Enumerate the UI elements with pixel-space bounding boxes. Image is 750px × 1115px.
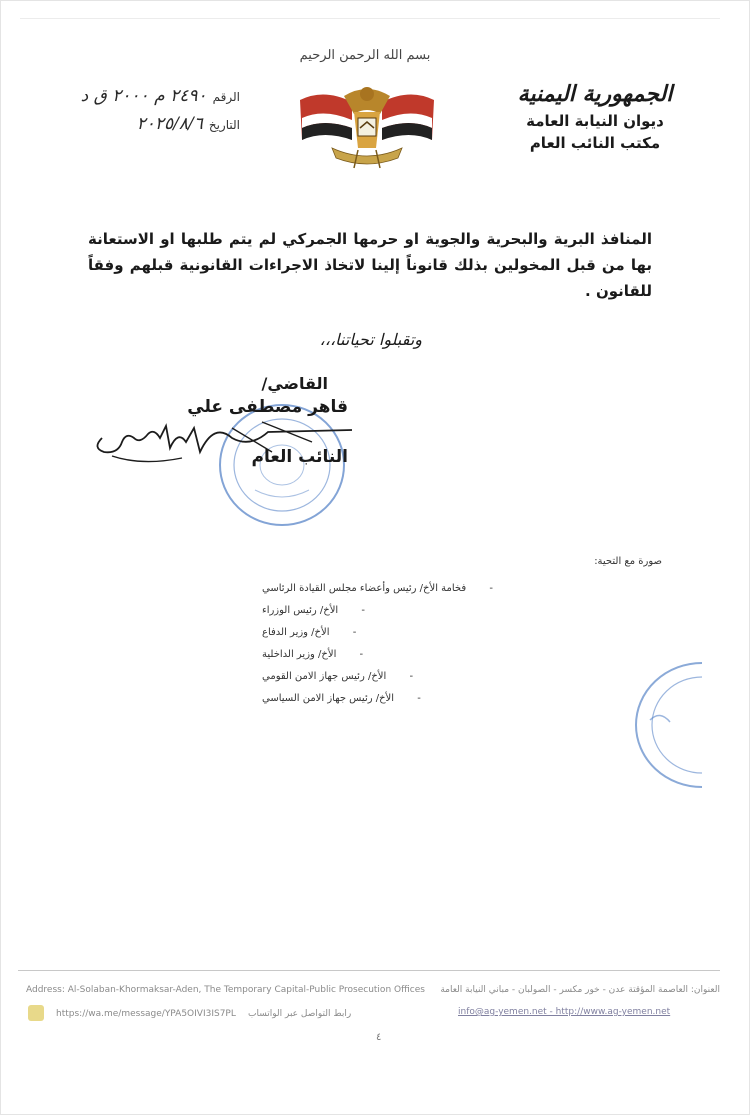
signatory-name: قاهر مصطفى علي <box>187 397 348 417</box>
ref-row <box>30 86 240 114</box>
closing-greeting: وتقبلوا تحياتنا،،، <box>319 330 422 349</box>
list-item: - فخامة الأخ/ رئيس وأعضاء مجلس القيادة الرئاسي <box>262 582 493 594</box>
footer-email-link[interactable]: info@ag-yemen.net - http://www.ag-yemen.net <box>458 1007 671 1017</box>
list-item: - الأخ/ وزير الداخلية <box>262 648 364 660</box>
dept-line-2: مكتب النائب العام <box>529 134 661 152</box>
whatsapp-icon <box>28 1005 44 1021</box>
page-number: ٤ <box>376 1032 382 1043</box>
footer-whatsapp-link[interactable]: https://wa.me/message/YPA5OIVI3IS7PL <box>56 1009 236 1019</box>
date-label: التاريخ <box>208 118 240 132</box>
list-item: - الأخ/ رئيس جهاز الامن القومي <box>262 670 414 682</box>
header-ref-date <box>30 86 240 142</box>
page-footer <box>18 970 720 1041</box>
partial-stamp-icon <box>630 660 702 790</box>
yemen-eagle-emblem-icon <box>294 78 440 170</box>
dept-line-1: ديوان النيابة العامة <box>526 112 664 130</box>
copies-intro: صورة مع التحية: <box>594 556 662 567</box>
copies-items <box>262 577 622 709</box>
signatory-title: القاضي/ <box>261 374 328 393</box>
ref-label: الرقم <box>212 90 240 104</box>
list-item: - الأخ/ رئيس الوزراء <box>262 604 365 616</box>
copies-list <box>262 556 662 709</box>
country-name: الجمهورية اليمنية <box>517 81 673 107</box>
date-value: ٢٠٢٥/٨/٦ <box>136 114 203 134</box>
date-row <box>30 114 240 142</box>
ref-value: ٢٤٩٠ م ٢٠٠٠ ق د <box>80 86 207 106</box>
footer-address: Address: Al-Solaban-Khormaksar-Aden, The Temporary Capital-Public Prosecution Offices <box>26 985 425 995</box>
handwritten-signature-icon <box>82 408 357 470</box>
list-item: - الأخ/ وزير الدفاع <box>262 626 357 638</box>
basmala: بسم الله الرحمن الرحيم <box>299 48 431 63</box>
top-rule <box>20 18 720 19</box>
list-item: - الأخ/ رئيس جهاز الامن السياسي <box>262 692 421 704</box>
header-institution <box>495 78 695 154</box>
body-paragraph: المنافذ البرية والبحرية والجوية او حرمها الجمركي لم يتم طلبها او الاستعانة بها من قبل المخولين بذلك قانوناً إلينا لاتخاذ الاجراءات القانونية قبلهم وفقاً للقانون . <box>88 230 652 300</box>
signatory-position: النائب العام <box>251 447 348 467</box>
footer-whatsapp-link-ar: رابط التواصل عبر الواتساب <box>248 1009 352 1019</box>
footer-address-ar: العنوان: العاصمة المؤقتة عدن - خور مكسر - الصولبان - مباني النيابة العامة <box>440 985 720 995</box>
